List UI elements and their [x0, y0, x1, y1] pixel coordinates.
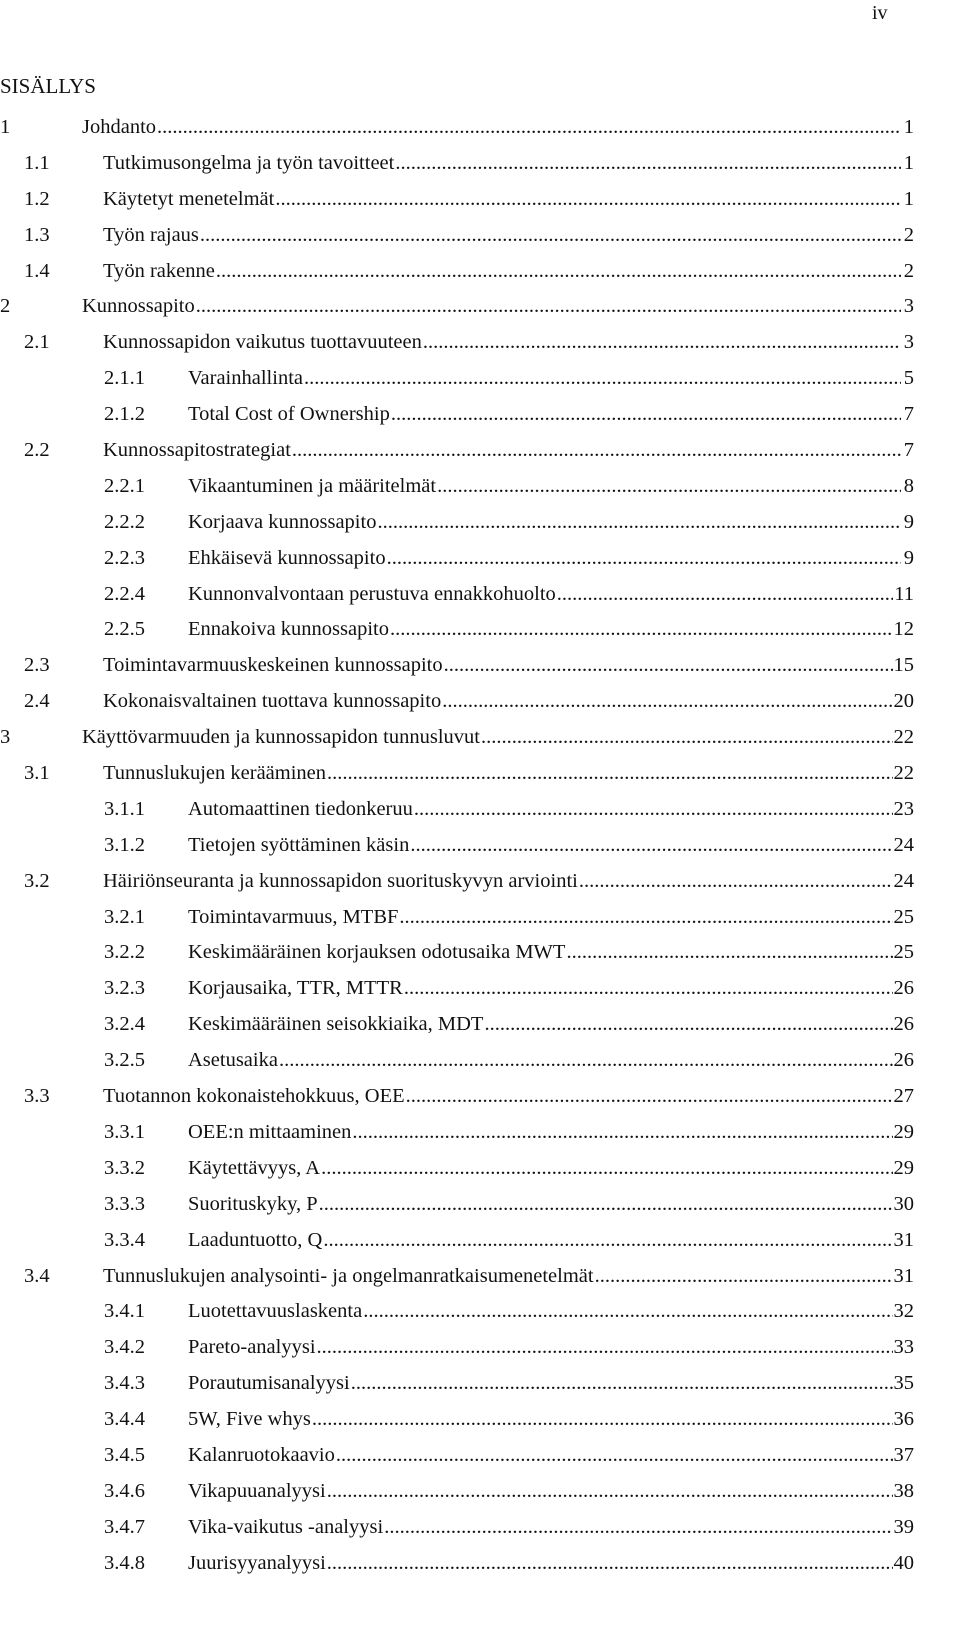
toc-entry-title: Häiriönseuranta ja kunnossapidon suorituskyvyn arviointi [103, 869, 578, 892]
toc-entry-page: 26 [893, 1013, 914, 1036]
toc-entry-page: 1 [903, 151, 914, 174]
dot-leader [406, 1079, 893, 1115]
toc-entry-number: 3.1.1 [104, 797, 145, 820]
toc-entry-page: 8 [903, 474, 914, 497]
dot-leader [327, 1474, 893, 1510]
dot-leader [557, 577, 893, 613]
toc-entry[interactable] [0, 1510, 914, 1546]
toc-entry-page: 29 [893, 1120, 914, 1143]
toc-entry[interactable] [0, 433, 914, 469]
toc-entry-page: 25 [893, 941, 914, 964]
toc-entry[interactable] [0, 1438, 914, 1474]
toc-entry-page: 33 [893, 1336, 914, 1359]
toc-entry-title: Vikapuuanalyysi [188, 1479, 326, 1502]
toc-entry[interactable] [0, 1402, 914, 1438]
toc-entry-page: 3 [903, 295, 914, 318]
table-of-contents [0, 110, 914, 1582]
toc-entry-number: 3.2.5 [104, 1049, 145, 1072]
toc-entry-number: 1.4 [24, 259, 50, 282]
toc-entry-title: Toimintavarmuuskeskeinen kunnossapito [103, 654, 443, 677]
page-number: iv [872, 2, 888, 24]
toc-entry[interactable] [0, 1546, 914, 1582]
dot-leader [377, 505, 901, 541]
toc-entry-title: Korjaava kunnossapito [188, 510, 377, 533]
dot-leader [390, 612, 893, 648]
toc-entry-number: 2.2.5 [104, 618, 145, 641]
toc-entry-page: 5 [903, 367, 914, 390]
toc-entry-number: 1 [0, 116, 11, 138]
dot-leader [410, 828, 892, 864]
toc-entry[interactable] [0, 1007, 914, 1043]
dot-leader [595, 1259, 893, 1295]
toc-entry-number: 3.3.1 [104, 1120, 145, 1143]
toc-entry-title: Laaduntuotto, Q [188, 1228, 323, 1251]
toc-entry-page: 29 [893, 1156, 914, 1179]
toc-entry[interactable] [0, 146, 914, 182]
dot-leader [323, 1223, 892, 1259]
dot-leader [279, 1043, 893, 1079]
toc-entry-page: 22 [893, 726, 914, 749]
dot-leader [444, 648, 893, 684]
dot-leader [196, 289, 901, 325]
toc-entry-number: 3.4.7 [104, 1515, 145, 1538]
toc-entry-number: 2.1 [24, 331, 50, 354]
dot-leader [442, 684, 892, 720]
toc-entry-page: 31 [893, 1264, 914, 1287]
toc-entry-title: Toimintavarmuus, MTBF [188, 905, 399, 928]
toc-entry-number: 2.2.1 [104, 474, 145, 497]
toc-entry-title: Varainhallinta [188, 367, 303, 390]
toc-entry-page: 39 [893, 1515, 914, 1538]
toc-entry-title: Työn rajaus [103, 223, 199, 246]
toc-entry[interactable] [0, 1043, 914, 1079]
toc-entry-page: 31 [893, 1228, 914, 1251]
dot-leader [384, 1510, 892, 1546]
toc-entry-title: Ehkäisevä kunnossapito [188, 546, 386, 569]
toc-entry-title: Tunnuslukujen analysointi- ja ongelmanratkaisumenetelmät [103, 1264, 594, 1287]
dot-leader [566, 935, 892, 971]
toc-entry-number: 3.4.8 [104, 1551, 145, 1574]
toc-entry-title: Kokonaisvaltainen tuottava kunnossapito [103, 690, 442, 713]
toc-entry-title: Luotettavuuslaskenta [188, 1300, 363, 1323]
toc-entry[interactable] [0, 1259, 914, 1295]
toc-entry-page: 23 [893, 797, 914, 820]
toc-entry-number: 3.3.4 [104, 1228, 145, 1251]
toc-entry[interactable] [0, 469, 914, 505]
toc-entry-page: 9 [903, 510, 914, 533]
dot-leader [304, 361, 901, 397]
toc-entry[interactable] [0, 325, 914, 361]
toc-entry[interactable] [0, 648, 914, 684]
toc-entry-title: OEE:n mittaaminen [188, 1120, 352, 1143]
toc-entry-page: 24 [893, 869, 914, 892]
dot-leader [404, 971, 893, 1007]
dot-leader [216, 254, 901, 290]
toc-entry-page: 30 [893, 1192, 914, 1215]
toc-entry-number: 3.4.4 [104, 1408, 145, 1431]
toc-entry-title: Porautumisanalyysi [188, 1372, 350, 1395]
toc-entry-number: 2.1.2 [104, 403, 145, 426]
dot-leader [327, 1546, 893, 1582]
toc-entry-page: 32 [893, 1300, 914, 1323]
toc-entry-page: 12 [893, 618, 914, 641]
toc-entry-title: Kalanruotokaavio [188, 1443, 335, 1466]
toc-entry[interactable] [0, 971, 914, 1007]
dot-leader [351, 1366, 893, 1402]
toc-entry[interactable] [0, 684, 914, 720]
toc-entry-number: 3.4.6 [104, 1479, 145, 1502]
toc-entry-page: 3 [903, 331, 914, 354]
toc-entry-number: 2.3 [24, 654, 50, 677]
toc-entry-number: 3.4.3 [104, 1372, 145, 1395]
toc-entry-number: 3.2.2 [104, 941, 145, 964]
dot-leader [395, 146, 901, 182]
toc-entry-title: Ennakoiva kunnossapito [188, 618, 389, 641]
toc-entry-page: 7 [903, 439, 914, 462]
toc-entry[interactable] [0, 1151, 914, 1187]
toc-entry-page: 26 [893, 1049, 914, 1072]
toc-entry-page: 2 [903, 259, 914, 282]
toc-entry-number: 2.2 [24, 439, 50, 462]
dot-leader [391, 397, 901, 433]
toc-entry-title: Vikaantuminen ja määritelmät [188, 474, 437, 497]
toc-entry[interactable] [0, 1223, 914, 1259]
dot-leader [321, 1151, 892, 1187]
toc-entry-page: 25 [893, 905, 914, 928]
toc-entry-title: Korjausaika, TTR, MTTR [188, 977, 403, 1000]
toc-entry-number: 3.2.1 [104, 905, 145, 928]
toc-entry-number: 3 [0, 726, 11, 749]
toc-entry-number: 3.2.3 [104, 977, 145, 1000]
toc-entry-number: 1.2 [24, 187, 50, 210]
toc-entry-number: 3.1.2 [104, 833, 145, 856]
toc-entry-page: 1 [903, 187, 914, 210]
toc-entry-page: 40 [893, 1551, 914, 1574]
toc-entry-title: Juurisyyanalyysi [188, 1551, 326, 1574]
toc-entry[interactable] [0, 1115, 914, 1151]
toc-entry-number: 2.2.3 [104, 546, 145, 569]
toc-entry[interactable] [0, 577, 914, 613]
toc-entry[interactable] [0, 541, 914, 577]
toc-entry[interactable] [0, 1294, 914, 1330]
toc-entry-title: Tunnuslukujen kerääminen [103, 762, 327, 785]
toc-entry-number: 3.4.1 [104, 1300, 145, 1323]
toc-entry-page: 1 [903, 116, 914, 138]
toc-entry-title: Tutkimusongelma ja työn tavoitteet [103, 151, 395, 174]
toc-entry-page: 11 [894, 582, 914, 605]
toc-entry[interactable] [0, 254, 914, 290]
toc-entry[interactable] [0, 792, 914, 828]
toc-entry-page: 26 [893, 977, 914, 1000]
toc-entry[interactable] [0, 864, 914, 900]
toc-entry-title: Total Cost of Ownership [188, 403, 390, 426]
toc-heading: SISÄLLYS [0, 74, 96, 98]
toc-entry-title: Käytetyt menetelmät [103, 187, 275, 210]
toc-entry-page: 15 [893, 654, 914, 677]
toc-entry-number: 2.4 [24, 690, 50, 713]
toc-entry-title: Keskimääräinen seisokkiaika, MDT [188, 1013, 484, 1036]
toc-entry[interactable] [0, 720, 914, 756]
toc-entry-number: 3.2.4 [104, 1013, 145, 1036]
toc-entry-page: 35 [893, 1372, 914, 1395]
toc-entry[interactable] [0, 289, 914, 325]
toc-entry[interactable] [0, 110, 914, 146]
toc-entry-number: 1.3 [24, 223, 50, 246]
toc-entry-number: 3.2 [24, 869, 50, 892]
toc-entry[interactable] [0, 361, 914, 397]
toc-entry-title: Johdanto [82, 116, 157, 138]
dot-leader [437, 469, 901, 505]
toc-entry-page: 22 [893, 762, 914, 785]
toc-entry-number: 2.2.2 [104, 510, 145, 533]
toc-entry[interactable] [0, 900, 914, 936]
toc-entry-title: Kunnossapidon vaikutus tuottavuuteen [103, 331, 422, 354]
dot-leader [319, 1187, 893, 1223]
toc-entry-title: Käyttövarmuuden ja kunnossapidon tunnusluvut [82, 726, 480, 749]
toc-entry-number: 1.1 [24, 151, 50, 174]
toc-entry-page: 38 [893, 1479, 914, 1502]
toc-entry[interactable] [0, 218, 914, 254]
toc-entry-page: 9 [903, 546, 914, 569]
toc-entry[interactable] [0, 182, 914, 218]
toc-entry-page: 7 [903, 403, 914, 426]
dot-leader [336, 1438, 893, 1474]
toc-entry[interactable] [0, 612, 914, 648]
toc-entry[interactable] [0, 1079, 914, 1115]
dot-leader [352, 1115, 892, 1151]
toc-entry-title: Asetusaika [188, 1049, 278, 1072]
toc-entry-title: Käytettävyys, A [188, 1156, 321, 1179]
toc-entry[interactable] [0, 1187, 914, 1223]
dot-leader [414, 792, 893, 828]
toc-entry-number: 3.1 [24, 762, 50, 785]
dot-leader [423, 325, 901, 361]
dot-leader [275, 182, 901, 218]
dot-leader [399, 900, 892, 936]
toc-entry-number: 3.3.3 [104, 1192, 145, 1215]
toc-entry-number: 3.4.5 [104, 1443, 145, 1466]
dot-leader [200, 218, 901, 254]
toc-entry-number: 2.1.1 [104, 367, 145, 390]
toc-entry[interactable] [0, 828, 914, 864]
toc-entry[interactable] [0, 505, 914, 541]
toc-entry-number: 2 [0, 295, 11, 318]
dot-leader [157, 110, 901, 146]
dot-leader [387, 541, 901, 577]
dot-leader [292, 433, 901, 469]
toc-entry-number: 3.4.2 [104, 1336, 145, 1359]
toc-entry-number: 3.3.2 [104, 1156, 145, 1179]
dot-leader [317, 1330, 893, 1366]
toc-entry-title: Tuotannon kokonaistehokkuus, OEE [103, 1085, 405, 1108]
toc-entry-title: Tietojen syöttäminen käsin [188, 833, 410, 856]
dot-leader [579, 864, 893, 900]
dot-leader [327, 756, 892, 792]
toc-entry-number: 3.3 [24, 1085, 50, 1108]
toc-entry-number: 3.4 [24, 1264, 50, 1287]
toc-entry[interactable] [0, 397, 914, 433]
toc-entry-page: 20 [893, 690, 914, 713]
toc-entry-title: Työn rakenne [103, 259, 215, 282]
dot-leader [484, 1007, 892, 1043]
toc-entry-page: 36 [893, 1408, 914, 1431]
toc-entry-number: 2.2.4 [104, 582, 145, 605]
toc-entry-title: Kunnossapitostrategiat [103, 439, 291, 462]
toc-entry-title: Pareto-analyysi [188, 1336, 316, 1359]
toc-entry-page: 2 [903, 223, 914, 246]
toc-entry[interactable] [0, 935, 914, 971]
toc-entry-title: 5W, Five whys [188, 1408, 311, 1431]
toc-entry-title: Keskimääräinen korjauksen odotusaika MWT [188, 941, 566, 964]
dot-leader [363, 1294, 892, 1330]
toc-entry-page: 37 [893, 1443, 914, 1466]
toc-entry-title: Kunnossapito [82, 295, 195, 318]
toc-entry[interactable] [0, 756, 914, 792]
toc-entry[interactable] [0, 1366, 914, 1402]
toc-entry-title: Vika-vaikutus -analyysi [188, 1515, 384, 1538]
dot-leader [312, 1402, 893, 1438]
toc-entry-title: Automaattinen tiedonkeruu [188, 797, 413, 820]
toc-entry-page: 27 [893, 1085, 914, 1108]
toc-entry[interactable] [0, 1474, 914, 1510]
toc-entry-title: Kunnonvalvontaan perustuva ennakkohuolto [188, 582, 556, 605]
toc-entry[interactable] [0, 1330, 914, 1366]
toc-entry-page: 24 [893, 833, 914, 856]
dot-leader [481, 720, 893, 756]
toc-entry-title: Suorituskyky, P [188, 1192, 318, 1215]
